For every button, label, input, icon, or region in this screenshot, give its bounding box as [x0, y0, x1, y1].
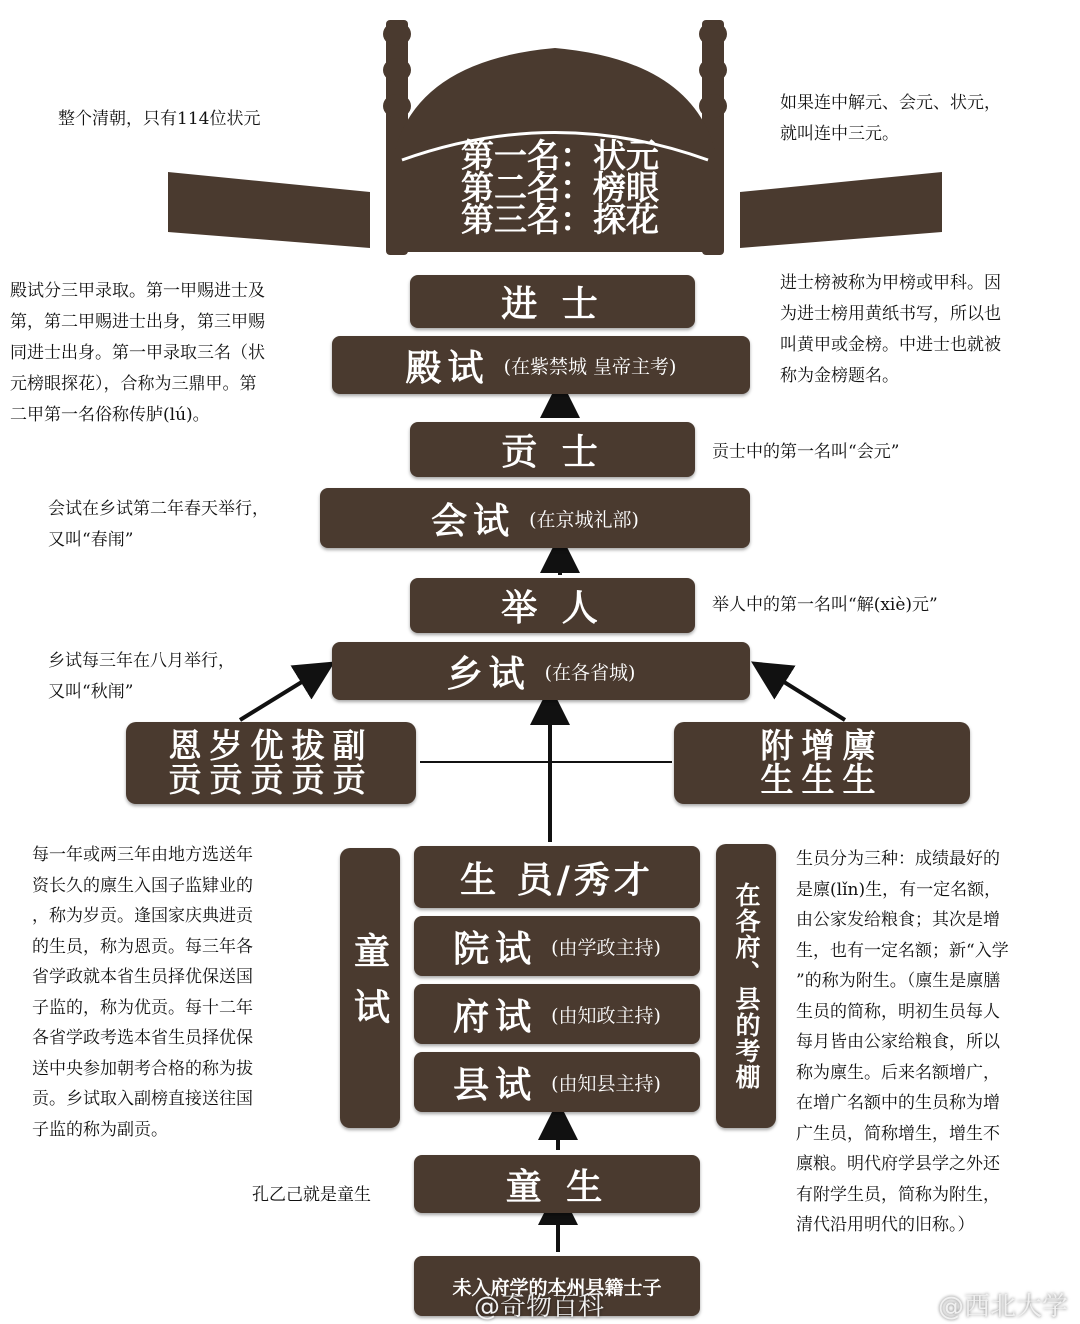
box-shengyuan: 生 员/秀才	[414, 846, 700, 908]
box-tongshi: 童试	[340, 848, 400, 1128]
box-huishi: 会试 (在京城礼部)	[320, 488, 750, 548]
note-lianzhong: 如果连中解元、会元、状元， 就叫连中三元。	[780, 93, 1001, 144]
box-tongsheng: 童 生	[414, 1155, 700, 1213]
note-juren: 举人中的第一名叫“解(xiè)元”	[712, 595, 938, 615]
note-shengyuan: 生员分为三种：成绩最好的 是廪(lǐn)生，有一定名额， 由公家发给粮食；其次是增 生，也有一定名额；新“入学 ”的称为附生。（廪生是廪膳 生员的简称，明初生员每人 每月皆由公家给粮食，所以 称为廪生。后来名额增广， 在增广名额中的生员称为增 广生员，简称增生，增生不 廪粮。明代府学县学之外还 有附学生员，简称为附生， 清代沿用明代的旧称。）	[796, 849, 1009, 1235]
box-xianshi: 县试 (由知县主持)	[414, 1052, 700, 1112]
box-kaopeng: 在各府、县的考棚	[716, 844, 776, 1128]
note-kongyiji: 孔乙己就是童生	[252, 1185, 371, 1205]
box-yuanshi: 院试 (由学政主持)	[414, 916, 700, 976]
rank-first: 第一名：状元	[461, 136, 659, 175]
hat-title-block	[440, 136, 680, 239]
note-gong-types: 每一年或两三年由地方选送年 资长久的廪生入国子监肄业的 ，称为岁贡。逢国家庆典进贡 的生员，称为恩贡。每三年各 省学政就本省生员择优保送国 子监的，称为优贡。每十二年 各省学政考选本省生员择优保 送中央参加朝考合格的称为拔 贡。乡试取入副榜直接送往国 子监的称为副贡。	[32, 845, 253, 1140]
box-xiangshi: 乡试 (在各省城)	[332, 642, 750, 700]
note-gongshi: 贡士中的第一名叫“会元”	[712, 442, 900, 462]
box-gong-types: 恩岁优拔副 贡贡贡贡贡	[126, 722, 416, 804]
note-qing-zhuangyuan: 整个清朝，只有114位状元	[58, 109, 261, 129]
rank-second: 第二名：榜眼	[461, 168, 659, 207]
box-juren: 举 人	[410, 578, 695, 633]
box-jinshi: 进 士	[410, 275, 695, 328]
box-sheng-types: 附增廪 生生生	[674, 722, 970, 804]
box-fushi: 府试 (由知政主持)	[414, 984, 700, 1044]
watermark-left: @奇物百科	[474, 1292, 605, 1322]
note-huishi: 会试在乡试第二年春天举行， 又叫“春闱”	[48, 499, 269, 550]
note-xiangshi: 乡试每三年在八月举行， 又叫“秋闱”	[48, 651, 235, 702]
rank-third: 第三名：探花	[461, 200, 659, 239]
box-dianshi: 殿试 (在紫禁城 皇帝主考)	[332, 336, 750, 394]
watermark-right: @西北大学	[938, 1292, 1069, 1322]
box-gongshi: 贡 士	[410, 422, 695, 477]
note-dianshi: 殿试分三甲录取。第一甲赐进士及 第，第二甲赐进士出身，第三甲赐 同进士出身。第一甲录取三名（状 元榜眼探花），合称为三鼎甲。第 二甲第一名俗称传胪(lú)。	[10, 281, 265, 425]
note-jinshi: 进士榜被称为甲榜或甲科。因 为进士榜用黄纸书写，所以也 叫黄甲或金榜。中进士也就被 称为金榜题名。	[780, 273, 1001, 386]
box-bottom: 未入府学的本州县籍士子	[414, 1256, 700, 1316]
